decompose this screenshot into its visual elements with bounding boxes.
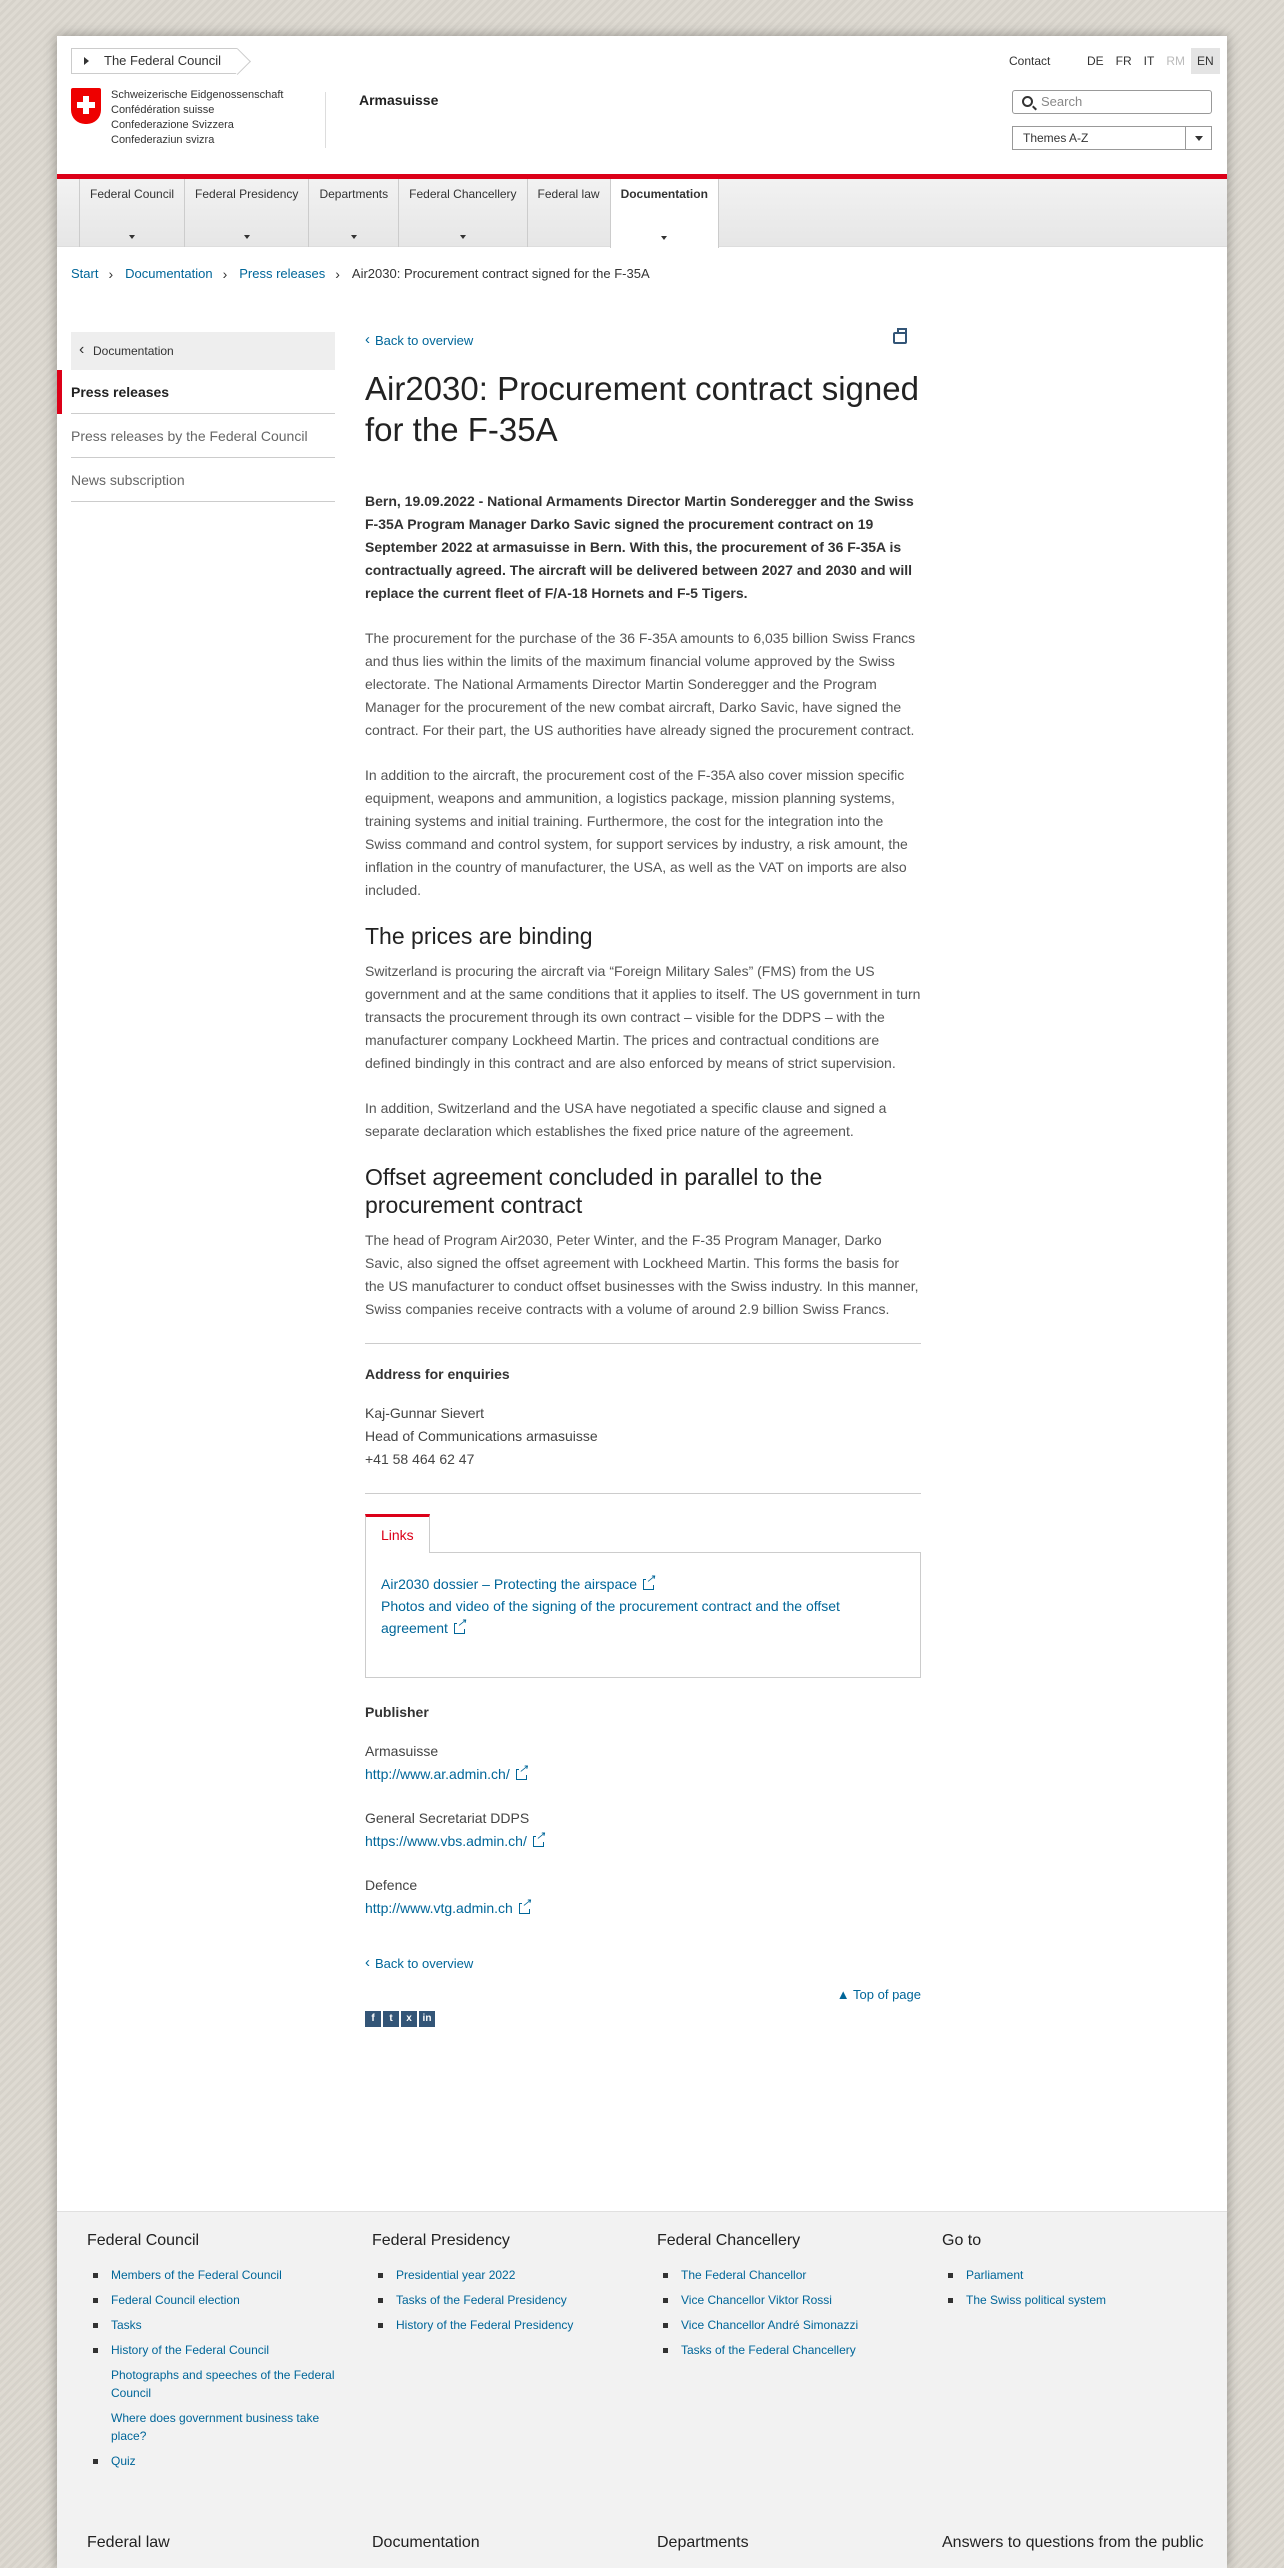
facebook-icon[interactable]: f — [365, 2011, 381, 2027]
sidebar — [71, 332, 335, 502]
enquiries-role: Head of Communications armasuisse — [365, 1428, 598, 1444]
caret-down-icon — [661, 236, 667, 240]
caret-down-icon — [460, 235, 466, 239]
article-paragraph: Switzerland is procuring the aircraft via “Foreign Military Sales” (FMS) from the US government and at the same conditions that it applies to itself. The US government in turn transacts the procurement through its own contract – visible for the DDPS – with the manufacturer company Lockheed Martin. The prices and contractual conditions are defined bindingly in this contract and are also enforced by means of strict supervision. — [365, 963, 921, 1071]
xing-icon[interactable]: x — [401, 2011, 417, 2027]
external-link-icon — [454, 1623, 465, 1634]
publisher-url[interactable]: http://www.ar.admin.ch/↗ — [365, 1766, 527, 1782]
footer-link[interactable]: Parliament — [942, 2266, 1212, 2284]
footer-link[interactable]: Quiz — [87, 2452, 357, 2470]
footer-link[interactable]: Tasks of the Federal Chancellery — [657, 2341, 927, 2359]
lang-de[interactable]: DE — [1087, 54, 1104, 68]
lang-it[interactable]: IT — [1143, 54, 1155, 68]
footer-link[interactable]: Members of the Federal Council — [87, 2266, 357, 2284]
footer — [57, 2211, 1227, 2568]
section-heading-offset: Offset agreement concluded in parallel to the procurement contract — [365, 1164, 823, 1218]
tab-links[interactable]: Links — [365, 1514, 430, 1553]
publisher-name: Armasuisse — [365, 1743, 439, 1759]
footer-heading-federal-law: Federal law — [87, 2534, 170, 2551]
external-link-icon — [533, 1836, 544, 1847]
lang-fr[interactable]: FR — [1115, 54, 1132, 68]
page — [57, 36, 1227, 2568]
page-title: Air2030: Procurement contract signed for the F-35A — [365, 370, 919, 448]
external-link-icon — [516, 1769, 527, 1780]
breadcrumb-current: Air2030: Procurement contract signed for the F-35A — [351, 266, 650, 281]
publisher-name: Defence — [365, 1877, 418, 1893]
article-paragraph: The procurement for the purchase of the 36 F-35A amounts to 6,035 billion Swiss Francs and thus lies within the limits of the maximum financial volume approved by the Swiss electorate. The National Armaments Director Martin Sonderegger and the Program Manager for the procurement of the new combat aircraft, Darko Savic, have signed the contract. For their part, the US authorities have already signed the procurement contract. — [365, 630, 916, 738]
link-photos-video[interactable]: Photos and video of the signing of the procurement contract and the offset agreement↗ — [381, 1598, 840, 1636]
breadcrumb-documentation[interactable]: Documentation — [125, 266, 213, 281]
footer-link[interactable]: Vice Chancellor Viktor Rossi — [657, 2291, 927, 2309]
publisher-url[interactable]: https://www.vbs.admin.ch/↗ — [365, 1833, 544, 1849]
footer-link[interactable]: Where does government business take place? — [111, 2411, 320, 2443]
footer-heading-documentation: Documentation — [372, 2534, 480, 2551]
footer-link[interactable]: The Federal Chancellor — [657, 2266, 927, 2284]
print-icon[interactable] — [893, 332, 907, 344]
footer-link[interactable]: Federal Council election — [87, 2291, 357, 2309]
chevron-right-icon: › — [222, 266, 228, 282]
linkedin-icon[interactable]: in — [419, 2011, 435, 2027]
footer-col-federal-chancellery: Federal Chancellery The Federal Chancellor Vice Chancellor Viktor Rossi Vice Chancellor André Simonazzi Tasks of the Federal Chancellery — [657, 2232, 927, 2366]
breadcrumb-press-releases[interactable]: Press releases — [239, 266, 326, 281]
themes-select[interactable]: Themes A-Z — [1012, 126, 1212, 150]
main-navigation — [57, 179, 1227, 247]
department-name: Armasuisse — [359, 92, 439, 108]
article-paragraph: In addition, Switzerland and the USA have negotiated a specific clause and signed a separate declaration which establishes the fixed price nature of the agreement. — [365, 1100, 887, 1139]
enquiries-label: Address for enquiries — [365, 1366, 510, 1382]
nav-federal-council[interactable]: Federal Council — [79, 179, 184, 247]
top-of-page-link[interactable]: ▲ Top of page — [836, 1987, 921, 2002]
sidebar-item-federal-council-press-releases[interactable]: Press releases by the Federal Council — [71, 414, 335, 458]
enquiries-phone: +41 58 464 62 47 — [365, 1451, 475, 1467]
chevron-right-icon: › — [108, 266, 114, 282]
link-air2030-dossier[interactable]: Air2030 dossier – Protecting the airspace↗ — [381, 1576, 654, 1592]
footer-link[interactable]: History of the Federal Council — [87, 2341, 357, 2359]
header-divider — [325, 92, 326, 148]
article — [365, 332, 921, 2027]
footer-link[interactable]: History of the Federal Presidency — [372, 2316, 642, 2334]
search-input[interactable]: Search — [1012, 90, 1212, 114]
lang-en[interactable]: EN — [1191, 48, 1220, 74]
caret-down-icon — [351, 235, 357, 239]
footer-link[interactable]: Photographs and speeches of the Federal Council — [111, 2368, 335, 2400]
footer-col-go-to: Go to Parliament The Swiss political system — [942, 2232, 1212, 2316]
sidebar-item-news-subscription[interactable]: News subscription — [71, 458, 335, 502]
article-lead: Bern, 19.09.2022 - National Armaments Director Martin Sonderegger and the Swiss F-35A Program Manager Darko Savic signed the procurement contract on 19 September 2022 at armasuisse in Bern. With this, the procurement of 36 F-35A is contractually agreed. The aircraft will be delivered between 2027 and 2030 and will replace the current fleet of F/A-18 Hornets and F-5 Tigers. — [365, 493, 914, 601]
nav-federal-law[interactable]: Federal law — [527, 179, 610, 247]
article-paragraph: The head of Program Air2030, Peter Winter, and the F-35 Program Manager, Darko Savic, also signed the offset agreement with Lockheed Martin. This forms the basis for the US manufacturer to conduct offset businesses with the Swiss industry. In this manner, Swiss companies receive contracts with a volume of around 2.9 billion Swiss Francs. — [365, 1232, 919, 1317]
chevron-down-icon[interactable] — [1185, 127, 1211, 149]
contact-link[interactable]: Contact — [1009, 54, 1051, 68]
breadcrumb — [71, 266, 660, 282]
footer-link[interactable]: Presidential year 2022 — [372, 2266, 642, 2284]
share-bar — [365, 2011, 921, 2027]
publisher-label: Publisher — [365, 1704, 429, 1720]
publisher-url[interactable]: http://www.vtg.admin.ch↗ — [365, 1900, 530, 1916]
federal-council-link[interactable]: The Federal Council — [71, 48, 237, 74]
nav-federal-presidency[interactable]: Federal Presidency — [184, 179, 308, 247]
nav-departments[interactable]: Departments — [308, 179, 398, 247]
back-to-overview-bottom-link[interactable]: ‹ Back to overview — [365, 1956, 473, 1971]
enquiries-name: Kaj-Gunnar Sievert — [365, 1405, 485, 1421]
lang-rm: RM — [1166, 54, 1186, 68]
divider — [365, 1493, 921, 1494]
sidebar-back-documentation[interactable]: ‹ Documentation — [71, 332, 335, 370]
back-to-overview-link[interactable]: ‹ Back to overview — [365, 333, 473, 348]
external-link-icon — [519, 1903, 530, 1914]
footer-link[interactable]: The Swiss political system — [942, 2291, 1212, 2309]
footer-heading-answers: Answers to questions from the public — [942, 2534, 1204, 2551]
chevron-right-icon: › — [335, 266, 340, 282]
divider — [365, 1343, 921, 1344]
caret-down-icon — [129, 235, 135, 239]
section-heading-prices: The prices are binding — [365, 923, 593, 949]
links-tabs — [365, 1514, 921, 1678]
caret-down-icon — [244, 235, 250, 239]
footer-col-federal-presidency: Federal Presidency Presidential year 2022 Tasks of the Federal Presidency History of the Federal Presidency — [372, 2232, 642, 2341]
footer-link[interactable]: Vice Chancellor André Simonazzi — [657, 2316, 927, 2334]
footer-link[interactable]: Tasks — [87, 2316, 357, 2334]
language-switcher — [1081, 48, 1220, 74]
external-link-icon — [643, 1579, 654, 1590]
swiss-confederation-logo[interactable] — [71, 88, 283, 148]
footer-heading-departments: Departments — [657, 2534, 749, 2551]
twitter-icon[interactable]: t — [383, 2011, 399, 2027]
footer-col-federal-council: Federal Council Members of the Federal Council Federal Council election Tasks History of the Federal Council Photographs and speeches of the Federal Council Where does government business take place? Quiz — [87, 2232, 357, 2477]
logo-text: Schweizerische Eidgenossenschaft Confédération suisse Confederazione Svizzera Confederaziun svizra — [111, 89, 284, 146]
search-icon — [1022, 96, 1033, 107]
nav-documentation[interactable]: Documentation — [610, 179, 719, 248]
links-panel — [365, 1552, 921, 1678]
publisher-name: General Secretariat DDPS — [365, 1810, 530, 1826]
swiss-cross-icon — [71, 88, 101, 124]
breadcrumb-start[interactable]: Start — [71, 266, 99, 281]
sidebar-item-press-releases[interactable]: Press releases — [71, 370, 335, 414]
nav-federal-chancellery[interactable]: Federal Chancellery — [398, 179, 526, 247]
footer-link[interactable]: Tasks of the Federal Presidency — [372, 2291, 642, 2309]
article-paragraph: In addition to the aircraft, the procurement cost of the F-35A also cover mission specific equipment, weapons and ammunition, a logistics package, mission planning systems, training systems and initial training. Furthermore, the cost for the integration into the Swiss command and control system, for support services by industry, a risk amount, the inflation in the country of manufacturer, the USA, as well as the VAT on imports are also included. — [365, 767, 908, 898]
